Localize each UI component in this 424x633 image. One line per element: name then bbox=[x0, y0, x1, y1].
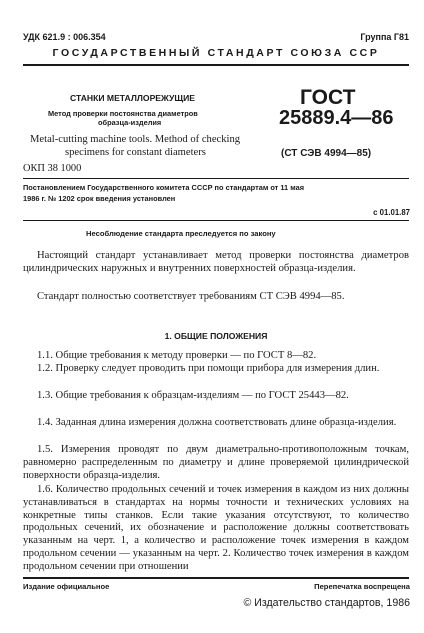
official-edition-label: Издание официальное bbox=[23, 582, 110, 591]
okp-code: ОКП 38 1000 bbox=[23, 163, 82, 174]
clause-1-3-text: 1.3. Общие требования к образцам-изделиям — по ГОСТ 25443—82. bbox=[37, 390, 349, 401]
clause-1-1 bbox=[23, 350, 409, 363]
gost-label: ГОСТ bbox=[300, 86, 356, 109]
footer-divider bbox=[23, 577, 409, 579]
clause-1-1-text: 1.1. Общие требования к методу проверки — по ГОСТ 8—82. bbox=[37, 350, 317, 361]
clause-1-2-text: 1.2. Проверку следует проводить при помощи прибора для измерения длин. bbox=[37, 363, 380, 374]
clause-1-3 bbox=[23, 390, 409, 403]
clause-1-2 bbox=[23, 363, 409, 376]
subtitle-ru-line2: образца-изделия bbox=[98, 118, 162, 127]
effective-date-rule bbox=[23, 220, 409, 221]
udk-code: УДК 621.9 : 006.354 bbox=[23, 32, 106, 42]
decree-line2: 1986 г. № 1202 срок введения установлен bbox=[23, 194, 176, 203]
decree-divider bbox=[23, 178, 409, 179]
section-heading: 1. ОБЩИЕ ПОЛОЖЕНИЯ bbox=[164, 331, 268, 341]
header-divider bbox=[23, 64, 409, 66]
clause-1-4-text: 1.4. Заданная длина измерения должна соответствовать длине образца-изделия. bbox=[37, 417, 397, 428]
effective-date: с 01.01.87 bbox=[373, 208, 410, 217]
standard-banner: ГОСУДАРСТВЕННЫЙ СТАНДАРТ СОЮЗА ССР bbox=[52, 47, 380, 59]
gost-number: 25889.4—86 bbox=[279, 107, 394, 129]
clause-1-6 bbox=[23, 484, 409, 574]
clause-1-5-text: 1.5. Измерения проводят по двум диаметрально-противоположным точкам, равномерно распределенным по диаметру и длине проверяемой цилиндрической поверхности образца-изделия. bbox=[23, 444, 409, 481]
title-en-line1: Metal-cutting machine tools. Method of checking bbox=[30, 134, 241, 145]
publisher-copyright: © Издательство стандартов, 1986 bbox=[243, 597, 410, 609]
title-en-line2: specimens for constant diameters bbox=[65, 147, 206, 158]
title-ru: СТАНКИ МЕТАЛЛОРЕЖУЩИЕ bbox=[70, 93, 196, 103]
clause-1-4 bbox=[23, 417, 409, 430]
st-sev-reference: (СТ СЭВ 4994—85) bbox=[281, 148, 372, 159]
intro-paragraph-2 bbox=[23, 291, 409, 304]
subtitle-ru-line1: Метод проверки постоянства диаметров bbox=[48, 109, 198, 118]
intro-text-1: Настоящий стандарт устанавливает метод проверки постоянства диаметров цилиндрических наружных и внутренних поверхностей образца-изделия. bbox=[23, 250, 409, 274]
group-code: Группа Г81 bbox=[360, 32, 409, 42]
intro-text-2: Стандарт полностью соответствует требованиям СТ СЭВ 4994—85. bbox=[37, 291, 345, 302]
clause-1-6-text: 1.6. Количество продольных сечений и точек измерения в каждом из них должны устанавливаться в стандартах на нормы точности и технических условиях на конкретные типы станков. Если такие указания отсутствуют, то количество продольных сечений, их обозначение и расположение должны соответствовать указанным на черт. 1, а количество и расположение точек измерения в каждом продольном сечении — указанным на черт. 2. Количество точек измерения в каждом продольном сечении при отношении bbox=[23, 484, 409, 572]
reprint-prohibited-label: Перепечатка воспрещена bbox=[314, 582, 410, 591]
decree-line1: Постановлением Государственного комитета СССР по стандартам от 11 мая bbox=[23, 183, 305, 192]
compliance-notice: Несоблюдение стандарта преследуется по закону bbox=[86, 229, 276, 238]
intro-paragraph-1 bbox=[23, 250, 409, 276]
clause-1-5 bbox=[23, 444, 409, 482]
